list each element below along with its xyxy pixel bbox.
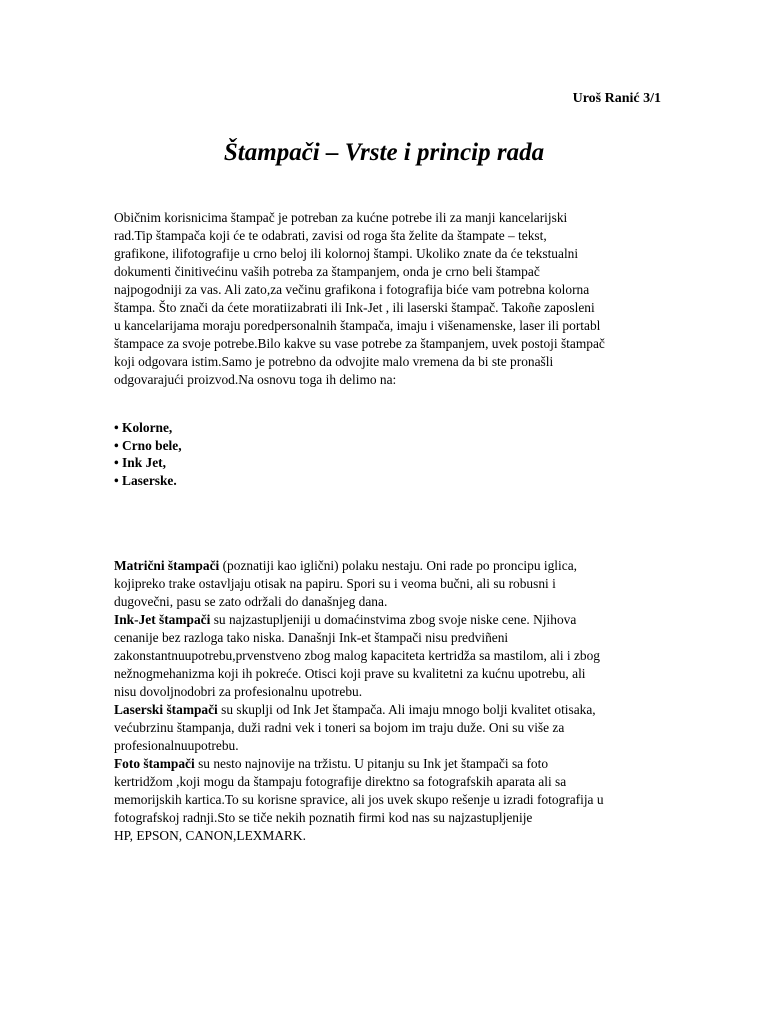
intro-line: najpogodniji za vas. Ali zato,za večinu grafikona i fotografija biće vam potrebna kolorna — [114, 282, 590, 297]
inkjet-line: zakonstantnuupotrebu,prvenstveno zbog malog kapaciteta kertridža sa mastilom, ali i zbog — [114, 648, 601, 663]
laserski-line: profesionalnuupotrebu. — [114, 738, 239, 753]
author-name: Uroš Ranić 3/1 — [572, 91, 661, 106]
inkjet-line: nežnogmehanizma koji ih pokreće. Otisci koji prave su kvalitetni za kućnu upotrebu, ali — [114, 666, 586, 681]
laserski-first-line — [114, 701, 674, 719]
intro-line: dokumenti činitivećinu vaših potreba za štampanjem, onda je crno beli štampač — [114, 264, 540, 279]
inkjet-line: nisu dovoljnodobri za profesionalnu upotrebu. — [114, 684, 363, 699]
document-title: Štampači – Vrste i princip rada — [223, 139, 545, 166]
printer-category-list — [114, 419, 182, 489]
category-item-crno-bele: • Crno bele, — [114, 437, 182, 455]
intro-line: štampa. Što znači da ćete moratiizabrati ili Ink-Jet , ili laserski štampač. Takoñe zaposleni — [114, 300, 595, 315]
matricni-line: dugovečni, pasu se zato održali do današnjeg dana. — [114, 594, 388, 609]
intro-paragraph — [114, 209, 658, 389]
intro-line: odgovarajući proizvod.Na osnovu toga ih delimo na: — [114, 372, 397, 387]
foto-line: fotografskoj radnji.Sto se tiče nekih poznatih firmi kod nas su najzastupljenije — [114, 810, 533, 825]
intro-line: Običnim korisnicima štampač je potreban za kućne potrebe ili za manji kancelarijski — [114, 210, 568, 225]
foto-first-line — [114, 755, 674, 773]
laserski-line: većubrzinu štampanja, duži radni vek i toneri sa bojom im traju duže. Oni su više za — [114, 720, 565, 735]
foto-line: kertridžom ,koji mogu da štampaju fotografije direktno sa fotografskih aparata ali sa — [114, 774, 567, 789]
category-item-laserske: • Laserske. — [114, 472, 182, 490]
category-item-ink-jet: • Ink Jet, — [114, 454, 182, 472]
matricni-text: (poznatiji kao iglični) polaku nestaju. Oni rade po proncipu iglica, — [219, 558, 577, 573]
matricni-first-line — [114, 557, 674, 575]
inkjet-first-line — [114, 611, 674, 629]
foto-heading: Foto štampači — [114, 756, 195, 771]
matricni-heading: Matrični štampači — [114, 558, 220, 573]
printer-types-section — [114, 557, 674, 845]
laserski-text: su skuplji od Ink Jet štampača. Ali imaju mnogo bolji kvalitet otisaka, — [217, 702, 596, 717]
category-item-kolorne: • Kolorne, — [114, 419, 182, 437]
intro-line: rad.Tip štampača koji će te odabrati, zavisi od roga šta želite da štampate – tekst, — [114, 228, 547, 243]
intro-line: koji odgovara istim.Samo je potrebno da odvojite malo vremena da bi ste pronašli — [114, 354, 554, 369]
inkjet-heading: Ink-Jet štampači — [114, 612, 211, 627]
intro-line: u kancelarijama moraju poredpersonalnih štampača, imaju i višenamenske, laser ili portabl — [114, 318, 601, 333]
intro-line: štampace za svoje potrebe.Bilo kakve su vase potrebe za štampanjem, uvek postoji štampač — [114, 336, 605, 351]
foto-line: HP, EPSON, CANON,LEXMARK. — [114, 828, 306, 843]
intro-line: grafikone, ilifotografije u crno beloj ili kolornoj štampi. Ukoliko znate da će tekstualni — [114, 246, 579, 261]
laserski-heading: Laserski štampači — [114, 702, 218, 717]
matricni-line: kojipreko trake ostavljaju otisak na papiru. Spori su i veoma bučni, ali su robusni i — [114, 576, 556, 591]
foto-line: memorijskih kartica.To su korisne spravice, ali jos uvek skupo rešenje u izradi fotografija u — [114, 792, 604, 807]
inkjet-line: cenanije bez razloga tako niska. Današnji Ink-et štampači nisu predviñeni — [114, 630, 509, 645]
foto-text: su nesto najnovije na tržistu. U pitanju su Ink jet štampači sa foto — [194, 756, 549, 771]
inkjet-text: su najzastupljeniji u domaćinstvima zbog svoje niske cene. Njihova — [210, 612, 577, 627]
